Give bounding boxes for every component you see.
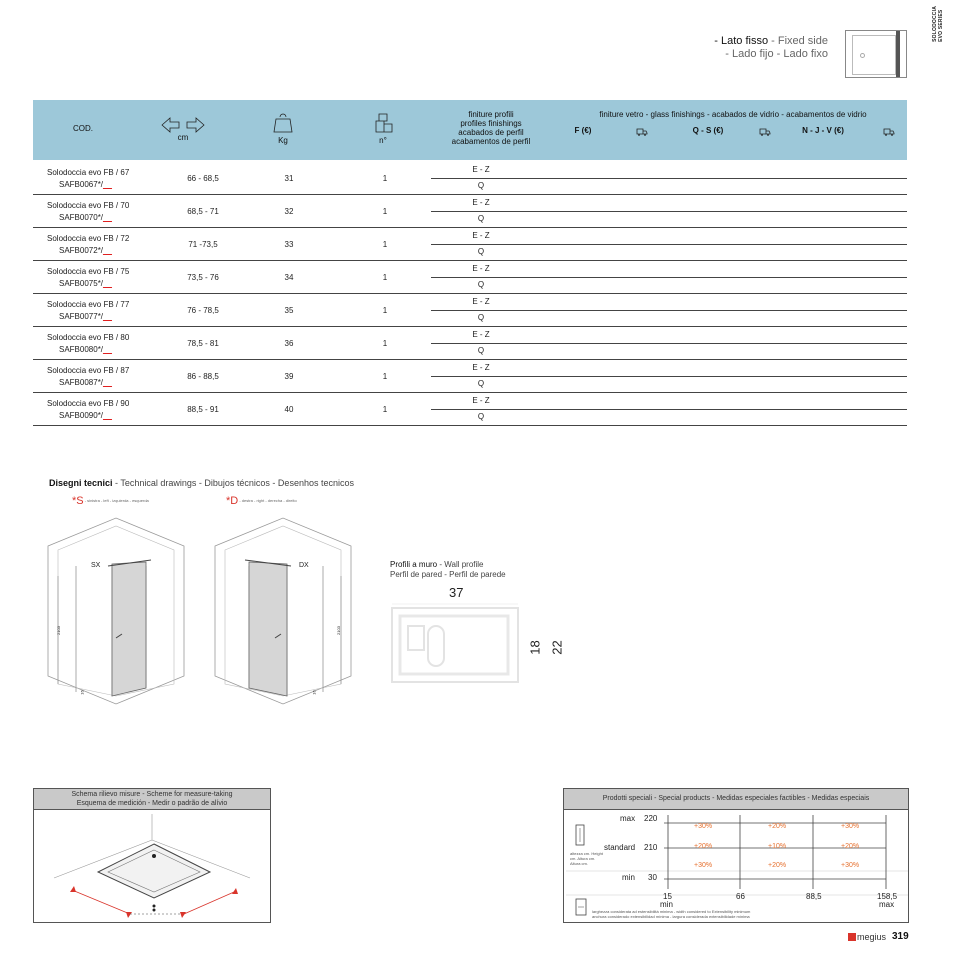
table-row: Solodoccia evo FB / 80 SAFB0080*/__ 78,5 - 81 36 1 E - Z Q <box>33 327 907 360</box>
width-arrows-icon <box>161 116 205 134</box>
table-row: Solodoccia evo FB / 90 SAFB0090*/__ 88,5 - 91 40 1 E - Z Q <box>33 393 907 426</box>
table-row: Solodoccia evo FB / 67 SAFB0067*/__ 66 - 68,5 31 1 E - Z Q <box>33 162 907 195</box>
col-profile-finish: finiture profili profiles finishings acabados de perfil acabamentos de perfil <box>451 110 531 146</box>
tech-drawings-title: Disegni tecnici - Technical drawings - Dibujos técnicos - Desenhos tecnicos <box>49 478 354 488</box>
table-row: Solodoccia evo FB / 75 SAFB0075*/__ 73,5 - 76 34 1 E - Z Q <box>33 261 907 294</box>
pct-bot-2: +20% <box>768 862 787 869</box>
wall-profile-title: Profili a muro - Wall profile Perfil de pared - Perfil de parede <box>390 560 506 579</box>
delivery-truck-icon <box>759 128 771 136</box>
dx-bottom-dim: 16 <box>311 690 317 695</box>
col-qs: Q - S (€) <box>692 126 724 135</box>
table-header <box>33 100 907 160</box>
measure-scheme <box>33 788 271 923</box>
max-label: max <box>620 814 636 823</box>
min-value: 30 <box>648 873 657 882</box>
x-min-label: min <box>660 900 673 909</box>
col-glass-finish: finiture vetro - glass finishings - acabados de vidrio - acabamentos de vidrio <box>599 110 867 119</box>
pct-bot-3: +30% <box>841 862 860 869</box>
dx-note: *D - destra - right - derecha - direito <box>226 495 297 507</box>
package-icon <box>375 113 393 133</box>
height-note: altezza cm. Height cm. Altura cm. Altura cm. <box>570 851 603 866</box>
table-row: Solodoccia evo FB / 70 SAFB0070*/__ 68,5 - 71 32 1 E - Z Q <box>33 195 907 228</box>
profile-width-dim: 37 <box>449 585 464 600</box>
col-cod: COD. <box>73 124 93 133</box>
wall-profile-drawing <box>388 600 526 688</box>
standard-value: 210 <box>644 843 658 852</box>
title-en: - Fixed side <box>768 35 828 47</box>
x-tick-158: 158,5 <box>877 892 898 901</box>
special-products <box>563 788 909 923</box>
fixed-side-icon <box>845 30 907 78</box>
section-tab-line1: SOLODOCCIA <box>932 6 938 42</box>
pct-mid-2: +10% <box>768 843 787 850</box>
title-es-pt: - Lado fijo - Lado fixo <box>725 48 828 60</box>
page-title <box>714 35 828 61</box>
col-n: n° <box>379 136 387 145</box>
standard-label: standard <box>604 843 636 852</box>
sx-label: SX <box>91 562 101 569</box>
col-njv: N - J - V (€) <box>802 126 844 135</box>
dx-label: DX <box>299 562 309 569</box>
table-row: Solodoccia evo FB / 77 SAFB0077*/__ 76 - 78,5 35 1 E - Z Q <box>33 294 907 327</box>
x-tick-88: 88,5 <box>806 892 822 901</box>
pct-bot-1: +30% <box>694 862 713 869</box>
section-tab-line2: EVO SERIES <box>938 9 944 42</box>
col-kg: Kg <box>278 136 288 145</box>
dx-drawing <box>213 516 353 706</box>
pct-top-2: +20% <box>768 823 787 830</box>
pct-top-3: +30% <box>841 823 860 830</box>
pct-mid-3: +20% <box>841 843 860 850</box>
delivery-truck-icon <box>883 128 895 136</box>
section-tab <box>932 6 944 42</box>
table-row: Solodoccia evo FB / 72 SAFB0072*/__ 71 -73,5 33 1 E - Z Q <box>33 228 907 261</box>
delivery-truck-icon <box>636 128 648 136</box>
scheme-title-2: Esquema de medición - Medir o padrão de alívio <box>76 800 228 807</box>
scheme-title-1: Schema rilievo misure - Scheme for measure-taking <box>71 791 233 798</box>
pct-top-1: +30% <box>694 823 713 830</box>
title-it: - Lato fisso <box>714 35 769 47</box>
col-cm: cm <box>177 133 189 142</box>
table-row: Solodoccia evo FB / 87 SAFB0087*/__ 86 - 88,5 39 1 E - Z Q <box>33 360 907 393</box>
x-tick-66: 66 <box>736 892 745 901</box>
sx-drawing <box>46 516 186 706</box>
x-tick-15: 15 <box>663 892 672 901</box>
max-value: 220 <box>644 814 658 823</box>
pct-mid-1: +20% <box>694 843 713 850</box>
page-number: 319 <box>892 931 909 942</box>
sx-height-dim: 2103 <box>55 626 61 635</box>
weight-icon <box>273 113 293 133</box>
sx-bottom-dim: 16 <box>79 690 85 695</box>
dx-height-dim: 2103 <box>335 626 341 635</box>
col-f: F (€) <box>574 126 592 135</box>
special-title: Prodotti speciali - Special products - Medidas especiales factibles - Medidas especiais <box>564 789 908 810</box>
profile-dim-22: 22 <box>549 640 565 655</box>
sx-note: *S - sinistra - left - izquierda - esquerda <box>72 495 149 507</box>
scheme-drawing <box>34 810 270 922</box>
brand-logo: megius <box>848 932 886 942</box>
width-note: larghezza considerata ad estensibilità minima - width considered to Extensibility minimum anchura considerado extensibilidad mínima - largura considerada extensibilidade mínima <box>592 909 751 919</box>
x-max-label: max <box>879 900 895 909</box>
min-label: min <box>622 873 635 882</box>
profile-dim-18: 18 <box>527 640 543 655</box>
